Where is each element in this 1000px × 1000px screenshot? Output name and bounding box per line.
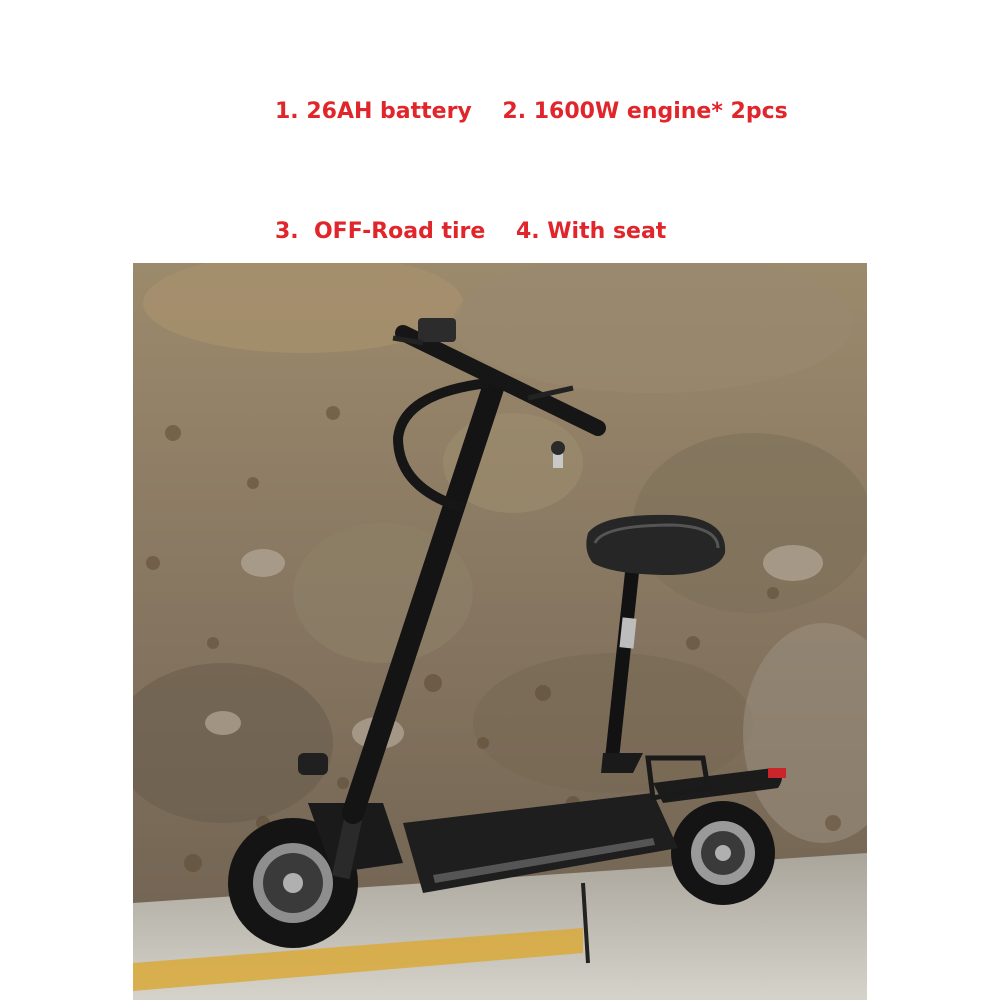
voltage-display (418, 318, 456, 342)
spec-line-tire-seat: 3. OFF-Road tire 4. With seat (275, 219, 667, 244)
spec-line-battery-engine: 1. 26AH battery 2. 1600W engine* 2pcs (275, 99, 788, 124)
scooter-photo-illustration (133, 263, 867, 1000)
scooter-photo (133, 263, 867, 1000)
